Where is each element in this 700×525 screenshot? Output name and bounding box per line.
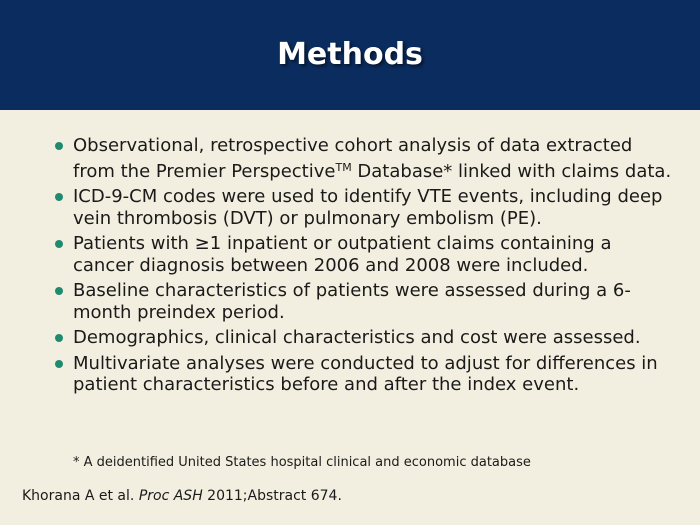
bullet-item xyxy=(54,186,674,229)
bullet-item xyxy=(54,353,674,396)
citation-details: 2011;Abstract 674. xyxy=(202,488,342,504)
bullet-dot-icon xyxy=(55,360,63,368)
citation-authors: Khorana A et al. xyxy=(22,488,139,504)
bullet-text: Demographics, clinical characteristics and cost were assessed. xyxy=(73,327,641,348)
bullet-dot-icon xyxy=(55,193,63,201)
bullet-dot-icon xyxy=(55,287,63,295)
bullet-list xyxy=(54,135,674,400)
slide-title: Methods xyxy=(277,36,423,72)
bullet-text: Patients with ≥1 inpatient or outpatient claims containing a cancer diagnosis between 2006 and 2008 were included. xyxy=(73,233,612,276)
bullet-item xyxy=(54,233,674,276)
bullet-item xyxy=(54,280,674,323)
citation-journal: Proc ASH xyxy=(138,488,203,504)
bullet-item xyxy=(54,327,674,349)
citation xyxy=(22,488,342,504)
bullet-text: Baseline characteristics of patients were assessed during a 6-month preindex period. xyxy=(73,280,631,323)
bullet-dot-icon xyxy=(55,142,63,150)
bullet-dot-icon xyxy=(55,334,63,342)
bullet-item xyxy=(54,135,674,182)
trademark-superscript: TM xyxy=(335,160,352,174)
bullet-text: ICD-9-CM codes were used to identify VTE events, including deep vein thrombosis (DVT) or pulmonary embolism (PE). xyxy=(73,186,663,229)
bullet-text: Multivariate analyses were conducted to adjust for differences in patient characteristics before and after the index event. xyxy=(73,352,658,395)
bullet-text: Observational, retrospective cohort analysis of data extracted from the Premier Perspective xyxy=(73,135,633,182)
slide-header xyxy=(0,0,700,110)
bullet-text-cont: Database* linked with claims data. xyxy=(351,160,672,182)
bullet-dot-icon xyxy=(55,240,63,248)
footnote: * A deidentified United States hospital clinical and economic database xyxy=(73,455,531,470)
